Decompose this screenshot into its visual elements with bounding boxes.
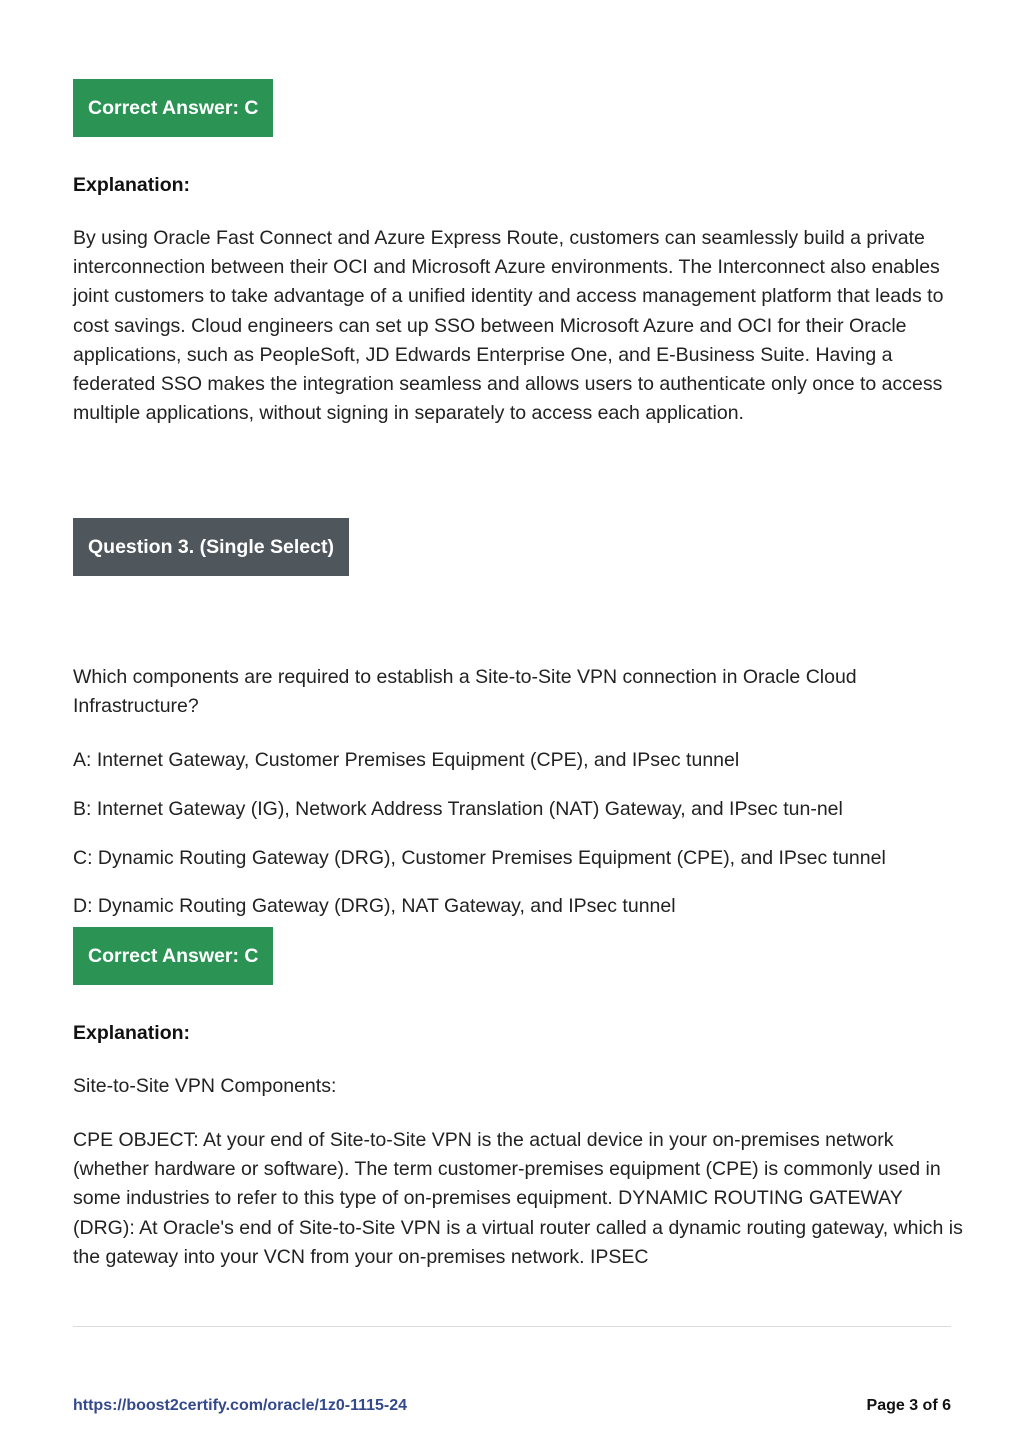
page-number: Page 3 of 6 (866, 1397, 951, 1414)
question-badge: Question 3. (Single Select) (73, 518, 349, 576)
correct-answer-badge: Correct Answer: C (73, 927, 273, 985)
footer-link[interactable]: https://boost2certify.com/oracle/1z0-1115-24 (73, 1397, 408, 1414)
explanation-heading: Explanation: (73, 1022, 191, 1044)
explanation-intro: Site-to-Site VPN Components: (73, 1075, 337, 1097)
explanation-text: By using Oracle Fast Connect and Azure Express Route, customers can seamlessly build a private interconnection between their OCI and Microsoft Azure environments. The Interconnect also enables joint customers to take advantage of a unified identity and access management platform that leads to cost savings. Cloud engineers can set up SSO between Microsoft Azure and OCI for their Oracle applications, such as PeopleSoft, JD Edwards Enterprise One, and E-Business Suite. Having a federated SSO makes the integration seamless and allows users to authenticate only once to access multiple applications, without signing in separately to access each application. (73, 227, 944, 425)
footer-divider (73, 1326, 951, 1327)
explanation-heading: Explanation: (73, 174, 191, 196)
option-c: C: Dynamic Routing Gateway (DRG), Customer Premises Equipment (CPE), and IPsec tunnel (73, 847, 886, 869)
option-a: A: Internet Gateway, Customer Premises Equipment (CPE), and IPsec tunnel (73, 749, 740, 771)
option-b: B: Internet Gateway (IG), Network Address Translation (NAT) Gateway, and IPsec tun-nel (73, 798, 843, 820)
question-text: Which components are required to establish a Site-to-Site VPN connection in Oracle Cloud Infrastructure? (73, 666, 857, 718)
correct-answer-badge: Correct Answer: C (73, 79, 273, 137)
explanation-text: CPE OBJECT: At your end of Site-to-Site VPN is the actual device in your on-premises network (whether hardware or software). The term customer-premises equipment (CPE) is commonly used in some industries to refer to this type of on-premises equipment. DYNAMIC ROUTING GATEWAY (DRG): At Oracle's end of Site-to-Site VPN is a virtual router called a dynamic routing gateway, which is the gateway into your VCN from your on-premises network. IPSEC (73, 1129, 963, 1268)
option-d: D: Dynamic Routing Gateway (DRG), NAT Gateway, and IPsec tunnel (73, 895, 676, 917)
